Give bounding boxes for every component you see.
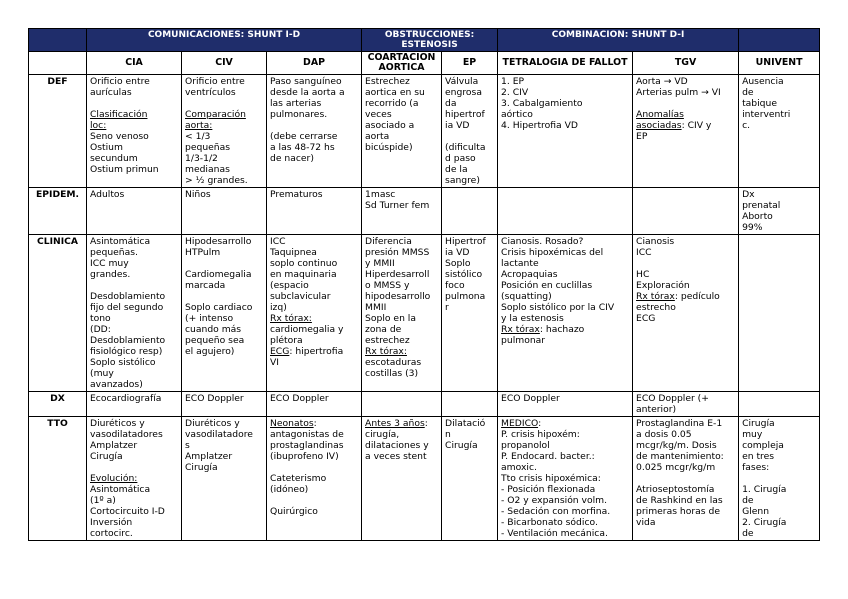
col-header-dap: DAP — [267, 52, 362, 75]
cell-line: estrechez — [365, 335, 410, 346]
cell-line: aortica en su — [365, 87, 425, 98]
cell-line: interventri — [742, 109, 791, 120]
cell-line: aurículas — [90, 87, 132, 98]
cell-line: 3. Cabalgamiento — [501, 98, 583, 109]
cell-line: cirugía, — [365, 429, 400, 440]
cell-line — [445, 131, 494, 142]
cell-line: propanolol — [501, 440, 550, 451]
cell-line: - Bicarbonato sódico. — [501, 517, 598, 528]
cell-line: tabique — [742, 98, 777, 109]
cell-line: cardiomegalia y — [270, 324, 344, 335]
col-header-civ: CIV — [182, 52, 267, 75]
cell-line: Comparación — [185, 109, 246, 120]
table-cell — [739, 417, 820, 541]
cell-line: de — [742, 528, 754, 539]
cell-line: pequeñas. — [90, 247, 138, 258]
cell-line: (debe cerrarse — [270, 131, 338, 142]
cell-line: Soplo cardiaco — [185, 302, 253, 313]
cell-line: Rx tórax: hachazo — [501, 324, 585, 335]
cell-line: ECO Doppler — [270, 393, 329, 404]
cell-line: Crisis hipoxémicas del — [501, 247, 604, 258]
table-cell — [633, 417, 739, 541]
table-cell — [498, 392, 633, 417]
cell-line: avanzados) — [90, 379, 143, 390]
cell-line: Diuréticos y — [185, 418, 240, 429]
cardiopathy-table — [28, 28, 820, 541]
cell-line: (ibuprofeno IV) — [270, 451, 339, 462]
cell-line: Arterias pulm → VI — [636, 87, 721, 98]
cell-line: 1/3-1/2 — [185, 153, 218, 164]
table-cell — [362, 417, 442, 541]
cell-line: prenatal — [742, 200, 781, 211]
cell-line: P. crisis hipoxém: — [501, 429, 580, 440]
cell-line: anterior) — [636, 404, 677, 415]
table-cell — [362, 235, 442, 392]
table-cell — [633, 188, 739, 235]
cell-line: bicúspide) — [365, 142, 413, 153]
cell-line: Niños — [185, 189, 211, 200]
cell-line: ia VD — [445, 247, 470, 258]
cell-line: de — [742, 495, 754, 506]
cell-line — [90, 280, 178, 291]
cell-line: 2. Cirugía — [742, 517, 787, 528]
cell-line: Hiperdesarroll — [365, 269, 430, 280]
cell-line: Exploración — [636, 280, 690, 291]
cell-line: tono — [90, 313, 111, 324]
cell-line: sistólico — [445, 269, 483, 280]
cell-line: veces — [365, 109, 392, 120]
cell-line: asociadas: CIV y — [636, 120, 712, 131]
table-row — [29, 75, 820, 188]
col-header-coartacion: COARTACION AORTICA — [362, 52, 442, 75]
table-cell — [87, 392, 182, 417]
cell-line: Clasificación — [90, 109, 148, 120]
cell-line: HTPulm — [185, 247, 221, 258]
cell-line — [185, 98, 263, 109]
table-cell — [633, 235, 739, 392]
cell-line: Cirugía — [185, 462, 218, 473]
col-header-cia: CIA — [87, 52, 182, 75]
cell-line: (DD: — [90, 324, 111, 335]
cell-line: Antes 3 años: — [365, 418, 428, 429]
cell-line: primeras horas de — [636, 506, 720, 517]
cell-line: fijo del segundo — [90, 302, 164, 313]
cell-line: ICC muy — [90, 258, 129, 269]
table-cell — [739, 75, 820, 188]
cell-line: 1masc — [365, 189, 396, 200]
col-header-tgv: TGV — [633, 52, 739, 75]
table-cell — [498, 417, 633, 541]
cell-line: recorrido (a — [365, 98, 419, 109]
cell-line: Cirugía — [90, 451, 123, 462]
cell-line: Neonatos: — [270, 418, 317, 429]
cell-line: pequeño sea — [185, 335, 245, 346]
cell-line — [185, 291, 263, 302]
cell-line: Diuréticos y — [90, 418, 145, 429]
cell-line: Aorta → VD — [636, 76, 688, 87]
cell-line: desde la aorta a — [270, 87, 345, 98]
cell-line: loc: — [90, 120, 107, 131]
cell-line: c. — [742, 120, 751, 131]
group-header-row — [29, 29, 820, 52]
cell-line: de nacer) — [270, 153, 314, 164]
cell-line: (idóneo) — [270, 484, 309, 495]
cell-line: de mantenimiento: — [636, 451, 724, 462]
cell-line: vasodilatadores — [90, 429, 163, 440]
cell-line: (espacio — [270, 280, 309, 291]
cell-line: Ausencia — [742, 76, 784, 87]
cell-line — [636, 473, 735, 484]
cell-line: Hipertrof — [445, 236, 486, 247]
cell-line: - Ventilación mecánica. — [501, 528, 608, 539]
cell-line: cortocirc. — [90, 528, 133, 539]
cell-line: cuando más — [185, 324, 242, 335]
cell-line: Cianosis. Rosado? — [501, 236, 584, 247]
column-header-row — [29, 52, 820, 75]
cell-line: foco — [445, 280, 465, 291]
cell-line: 1. EP — [501, 76, 525, 87]
cell-line: Cirugía — [742, 418, 775, 429]
cell-line: Soplo en la — [365, 313, 416, 324]
cell-line: Acropaquias — [501, 269, 558, 280]
cell-line: Estrechez — [365, 76, 410, 87]
cell-line: P. Endocard. bacter.: — [501, 451, 595, 462]
cell-line: - O2 y expansión volm. — [501, 495, 608, 506]
cell-line: Taquipnea — [270, 247, 317, 258]
cell-line: amoxic. — [501, 462, 537, 473]
cell-line: Ecocardiografía — [90, 393, 162, 404]
banner-comunicaciones: COMUNICACIONES: SHUNT I-D — [87, 29, 362, 52]
table-cell — [87, 188, 182, 235]
cell-line: las arterias — [270, 98, 322, 109]
cell-line: s — [185, 440, 190, 451]
table-cell — [182, 188, 267, 235]
cell-line: Aborto — [742, 211, 773, 222]
cell-line: (+ intenso — [185, 313, 234, 324]
table-cell — [87, 235, 182, 392]
cell-line: 99% — [742, 222, 763, 233]
table-cell — [442, 392, 498, 417]
cell-line: da — [445, 98, 457, 109]
table-cell — [87, 75, 182, 188]
cell-line: pulmona — [445, 291, 486, 302]
cell-line: Soplo sistólico por la CIV — [501, 302, 615, 313]
cell-line: aórtico — [501, 109, 533, 120]
cell-line: Cateterismo — [270, 473, 327, 484]
table-cell — [442, 188, 498, 235]
table-cell — [87, 417, 182, 541]
cell-line: Soplo sistólico — [90, 357, 156, 368]
banner-blank-right — [739, 29, 820, 52]
col-header-univent: UNIVENT — [739, 52, 820, 75]
table-cell — [442, 235, 498, 392]
row-label: DEF — [29, 75, 87, 188]
cell-line: VI — [270, 357, 279, 368]
cell-line: ECG — [636, 313, 656, 324]
cell-line — [270, 462, 358, 473]
cell-line: Cortocircuito I-D — [90, 506, 165, 517]
cell-line: ECO Doppler — [501, 393, 560, 404]
cell-line — [636, 258, 735, 269]
cell-line: r — [445, 302, 449, 313]
table-cell — [739, 392, 820, 417]
cell-line: en maquinaria — [270, 269, 337, 280]
cell-line: Sd Turner fem — [365, 200, 430, 211]
cell-line: Quirúrgico — [270, 506, 318, 517]
table-cell — [442, 75, 498, 188]
cell-line: Posición en cuclillas — [501, 280, 593, 291]
cell-line — [636, 98, 735, 109]
cell-line: a las 48-72 hs — [270, 142, 335, 153]
cell-line: de la — [445, 164, 468, 175]
cell-line: mcgr/kg/m. Dosis — [636, 440, 717, 451]
cell-line: 0.025 mcgr/kg/m — [636, 462, 716, 473]
cell-line: Válvula — [445, 76, 479, 87]
cell-line: HC — [636, 269, 650, 280]
cell-line: - Sedación con morfina. — [501, 506, 611, 517]
cell-line: asociado a — [365, 120, 415, 131]
cell-line: soplo continuo — [270, 258, 338, 269]
table-cell — [633, 75, 739, 188]
cell-line: > ½ grandes. — [185, 175, 248, 186]
table-row — [29, 188, 820, 235]
cell-line: Prostaglandina E-1 — [636, 418, 723, 429]
cell-line: ECG: hipertrofia — [270, 346, 344, 357]
cell-line: Seno venoso — [90, 131, 149, 142]
cell-line: (muy — [90, 368, 114, 379]
cell-line: Adultos — [90, 189, 125, 200]
cell-line: Asintomática — [90, 236, 151, 247]
cell-line: subclavicular — [270, 291, 331, 302]
table-cell — [739, 235, 820, 392]
banner-blank-left — [29, 29, 87, 52]
cell-line: Desdoblamiento — [90, 335, 166, 346]
row-label: DX — [29, 392, 87, 417]
cell-line: aorta — [365, 131, 390, 142]
cell-line: Desdoblamiento — [90, 291, 166, 302]
cell-line: plétora — [270, 335, 303, 346]
cell-line — [185, 258, 263, 269]
cell-line: pulmonar — [501, 335, 546, 346]
table-cell — [739, 188, 820, 235]
cell-line: ECO Doppler — [185, 393, 244, 404]
table-cell — [442, 417, 498, 541]
table-cell — [362, 188, 442, 235]
cell-line: a veces stent — [365, 451, 427, 462]
cell-line: Paso sanguíneo — [270, 76, 342, 87]
cell-line: estrecho — [636, 302, 676, 313]
table-cell — [182, 235, 267, 392]
cell-line: Amplatzer — [185, 451, 233, 462]
cell-line: fases: — [742, 462, 770, 473]
table-row — [29, 235, 820, 392]
cell-line: de Rashkind en las — [636, 495, 723, 506]
cell-line: compleja — [742, 440, 784, 451]
cell-line: Diferencia — [365, 236, 412, 247]
cell-line: Inversión — [90, 517, 133, 528]
cell-line: 2. CIV — [501, 87, 529, 98]
table-cell — [498, 188, 633, 235]
cell-line: vasodilatadore — [185, 429, 253, 440]
cell-line: Cardiomegalia — [185, 269, 252, 280]
cell-line: Tto crisis hipoxémica: — [501, 473, 601, 484]
cell-line: ventrículos — [185, 87, 236, 98]
col-header-ep: EP — [442, 52, 498, 75]
cell-line: zona de — [365, 324, 402, 335]
cell-line: Prematuros — [270, 189, 323, 200]
banner-combinacion: COMBINACION: SHUNT D-I — [498, 29, 739, 52]
cell-line: fisiológico resp) — [90, 346, 163, 357]
cell-line — [270, 120, 358, 131]
cell-line: engrosa — [445, 87, 482, 98]
cell-line: Evolución: — [90, 473, 138, 484]
cell-line: ECO Doppler (+ — [636, 393, 709, 404]
cell-line: grandes. — [90, 269, 131, 280]
cell-line: en tres — [742, 451, 775, 462]
cell-line: ia VD — [445, 120, 470, 131]
cell-line: Dx — [742, 189, 755, 200]
cell-line: d paso — [445, 153, 476, 164]
cell-line: Ostium primun — [90, 164, 159, 175]
cell-line: el agujero) — [185, 346, 235, 357]
table-cell — [267, 235, 362, 392]
table-cell — [498, 75, 633, 188]
table-cell — [182, 392, 267, 417]
cell-line: MMII — [365, 302, 387, 313]
cell-line: costillas (3) — [365, 368, 419, 379]
cell-line: Ostium — [90, 142, 123, 153]
cell-line — [270, 495, 358, 506]
cell-line: escotaduras — [365, 357, 422, 368]
cell-line: Orificio entre — [185, 76, 245, 87]
cell-line — [90, 462, 178, 473]
cell-line: ICC — [270, 236, 286, 247]
cell-line: sangre) — [445, 175, 480, 186]
cell-line: Atrioseptostomía — [636, 484, 715, 495]
cell-line: EP — [636, 131, 648, 142]
banner-obstrucciones: OBSTRUCCIONES: ESTENOSIS — [362, 29, 498, 52]
cell-line: y MMII — [365, 258, 395, 269]
cell-line: secundum — [90, 153, 138, 164]
cell-line: muy — [742, 429, 763, 440]
cell-line: y la estenosis — [501, 313, 564, 324]
table-row — [29, 417, 820, 541]
cell-line: (squatting) — [501, 291, 552, 302]
cell-line: n — [445, 429, 451, 440]
cell-line: (dificulta — [445, 142, 486, 153]
cell-line: hipertrof — [445, 109, 485, 120]
cell-line: izq) — [270, 302, 287, 313]
cell-line: medianas — [185, 164, 230, 175]
cell-line: Rx tórax: — [270, 313, 312, 324]
cell-line: antagonistas de — [270, 429, 344, 440]
cell-line: Glenn — [742, 506, 770, 517]
cell-line: Hipodesarrollo — [185, 236, 252, 247]
cell-line: prostaglandinas — [270, 440, 344, 451]
cell-line: Soplo — [445, 258, 471, 269]
cell-line: Asintomática — [90, 484, 151, 495]
cell-line: MEDICO: — [501, 418, 542, 429]
cell-line: - Posición flexionada — [501, 484, 596, 495]
cell-line: aorta: — [185, 120, 213, 131]
col-header-fallot: TETRALOGIA DE FALLOT — [498, 52, 633, 75]
cell-line: 1. Cirugía — [742, 484, 787, 495]
cell-line: o MMSS y — [365, 280, 410, 291]
cell-line: Rx tórax: pedículo — [636, 291, 720, 302]
cell-line — [742, 473, 816, 484]
cell-line: Orificio entre — [90, 76, 150, 87]
cell-line: Dilatació — [445, 418, 486, 429]
cell-line: Cianosis — [636, 236, 675, 247]
cell-line: ICC — [636, 247, 652, 258]
table-cell — [633, 392, 739, 417]
table-cell — [362, 392, 442, 417]
table-cell — [182, 75, 267, 188]
cell-line: marcada — [185, 280, 226, 291]
cell-line: vida — [636, 517, 656, 528]
table-cell — [267, 392, 362, 417]
row-label: CLINICA — [29, 235, 87, 392]
cell-line: pulmonares. — [270, 109, 328, 120]
table-cell — [267, 75, 362, 188]
row-label: TTO — [29, 417, 87, 541]
col-header-blank — [29, 52, 87, 75]
table-cell — [182, 417, 267, 541]
cell-line: hipodesarrollo — [365, 291, 431, 302]
cell-line: presión MMSS — [365, 247, 430, 258]
row-label: EPIDEM. — [29, 188, 87, 235]
cell-line: < 1/3 — [185, 131, 211, 142]
table-cell — [267, 188, 362, 235]
cell-line: pequeñas — [185, 142, 231, 153]
table-row — [29, 392, 820, 417]
table-cell — [267, 417, 362, 541]
cell-line: dilataciones y — [365, 440, 429, 451]
cell-line: 4. Hipertrofia VD — [501, 120, 578, 131]
cell-line: lactante — [501, 258, 539, 269]
cell-line: Anomalías — [636, 109, 684, 120]
cell-line: Rx tórax: — [365, 346, 407, 357]
cell-line — [90, 98, 178, 109]
cell-line: (1º a) — [90, 495, 116, 506]
cell-line: de — [742, 87, 754, 98]
cell-line: Cirugía — [445, 440, 478, 451]
cell-line: Amplatzer — [90, 440, 138, 451]
table-cell — [498, 235, 633, 392]
cell-line: a dosis 0.05 — [636, 429, 692, 440]
table-cell — [362, 75, 442, 188]
